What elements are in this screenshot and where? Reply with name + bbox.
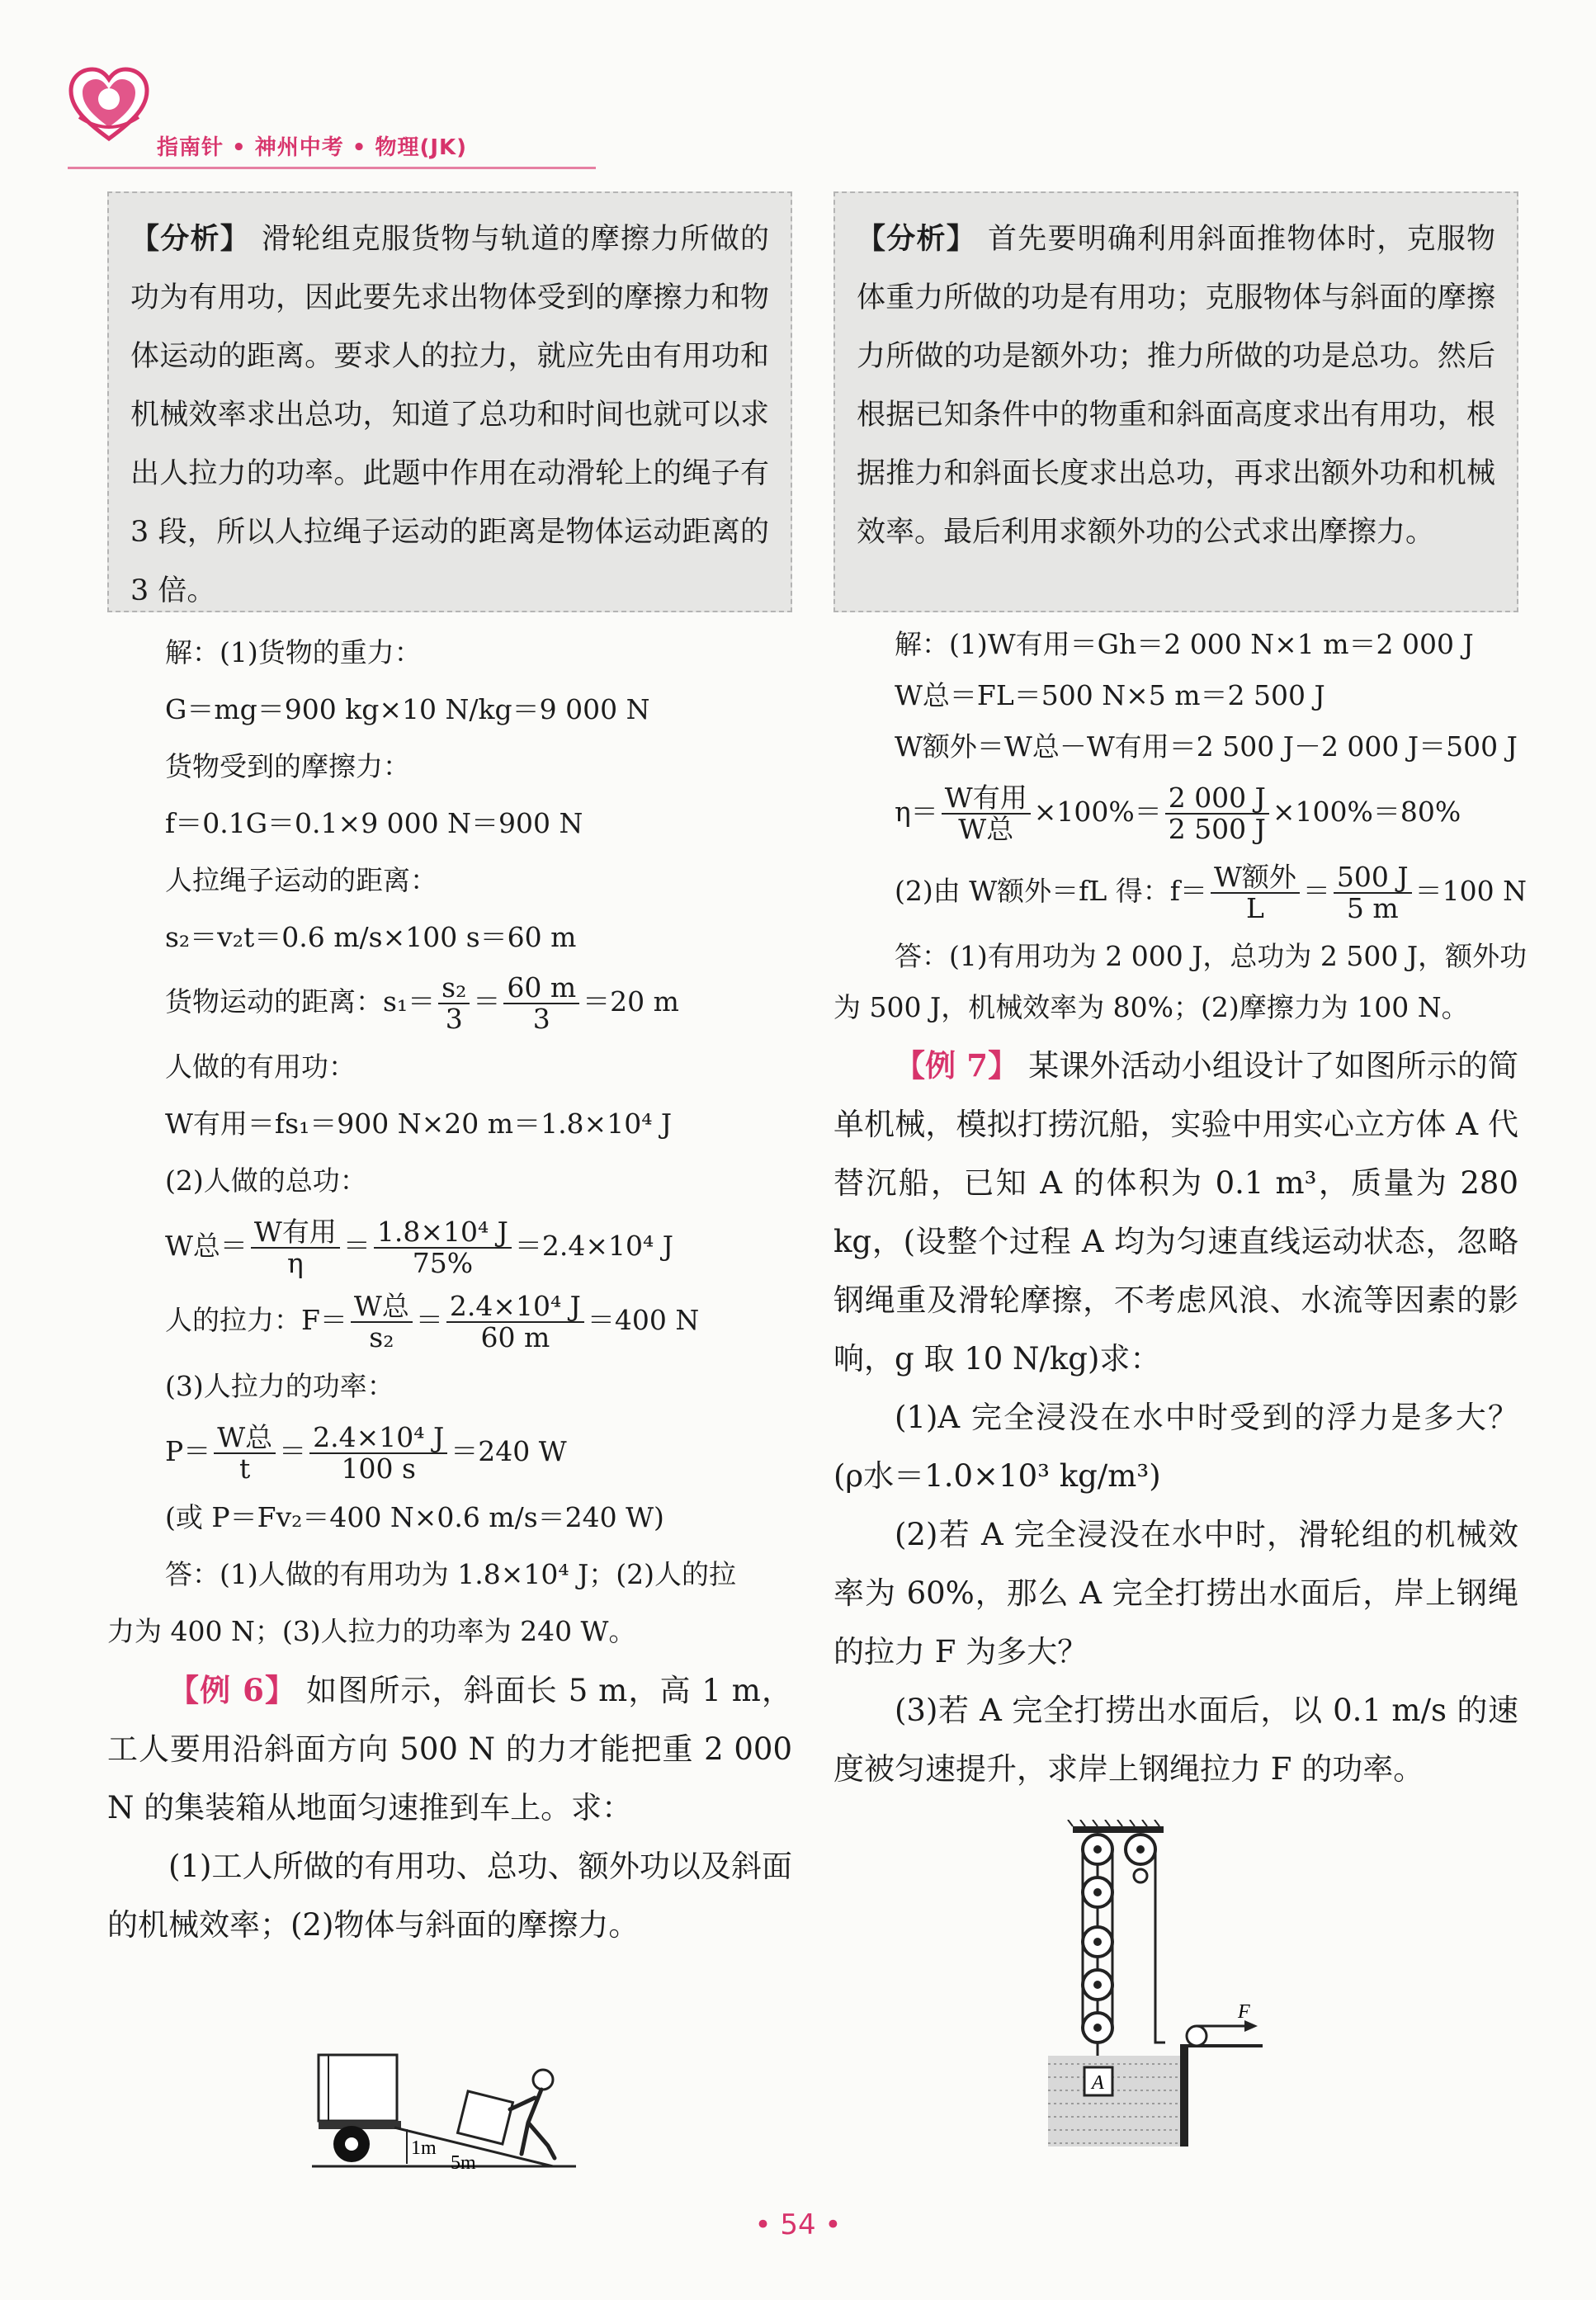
pulley-figure bbox=[1048, 1820, 1304, 2150]
formula-text: ＝20 m bbox=[583, 985, 679, 1018]
numerator: 60 m bbox=[503, 973, 579, 1004]
denominator: 3 bbox=[445, 1003, 463, 1035]
worker-head bbox=[533, 2070, 553, 2090]
header-brand: 指南针 • 神州中考 • 物理(JK) bbox=[157, 135, 468, 160]
fraction bbox=[1165, 783, 1269, 843]
movable-pulley-1-axle bbox=[1093, 1938, 1102, 1946]
fraction bbox=[309, 1423, 447, 1483]
right-column bbox=[833, 191, 1528, 1798]
analysis-text: 滑轮组克服货物与轨道的摩擦力所做的功为有用功，因此要先求出物体受到的摩擦力和物体运动的距离。要求人的拉力，就应先由有用功和机械效率求出总功，知道了总功和时间也就可以求出人拉力的功率。此题中作用在动滑轮上的绳子有 3 段，所以人拉绳子运动的距离是物体运动距离的 3 倍。 bbox=[130, 223, 769, 607]
formula-text: ＝100 N bbox=[1414, 875, 1527, 907]
fraction bbox=[251, 1217, 340, 1278]
solution-line: G＝mg＝900 kg×10 N/kg＝9 000 N bbox=[165, 693, 650, 725]
numerator: W有用 bbox=[251, 1217, 340, 1249]
solution-line: s₂＝v₂t＝0.6 m/s×100 s＝60 m bbox=[165, 921, 577, 953]
solution-line: 人做的有用功： bbox=[165, 1051, 356, 1083]
solution-line: W总＝FL＝500 N×5 m＝2 500 J bbox=[895, 679, 1325, 711]
solution-line bbox=[107, 1414, 792, 1489]
denominator: s₂ bbox=[369, 1321, 394, 1353]
left-solution bbox=[107, 624, 792, 1660]
example-7 bbox=[833, 1037, 1518, 1388]
formula-text: ＝ bbox=[279, 1435, 307, 1467]
numerator: s₂ bbox=[438, 973, 470, 1004]
height-label: 1m bbox=[411, 2137, 437, 2159]
denominator: 3 bbox=[532, 1003, 550, 1035]
fraction bbox=[374, 1217, 512, 1278]
formula-text: ＝ bbox=[342, 1230, 371, 1262]
fraction bbox=[1211, 862, 1300, 923]
solution-line: 解：(1)W有用＝Gh＝2 000 N×1 m＝2 000 J bbox=[895, 628, 1474, 660]
denominator: η bbox=[286, 1247, 304, 1279]
answer-line: 力为 400 N；(3)人拉力的功率为 240 W。 bbox=[107, 1615, 636, 1647]
answer-line: 答：(1)人做的有用功为 1.8×10⁴ J；(2)人的拉 bbox=[165, 1558, 737, 1590]
heart-logo-icon bbox=[68, 66, 150, 142]
shore-wall bbox=[1180, 2046, 1188, 2147]
example-6-text: 如图所示，斜面长 5 m，高 1 m，工人要用沿斜面方向 500 N 的力才能把重 2 000 N 的集装箱从地面匀速推到车上。求： bbox=[107, 1673, 792, 1825]
example-7-label: 【例 7】 bbox=[895, 1047, 1019, 1084]
left-column bbox=[107, 191, 792, 1954]
numerator: W总 bbox=[351, 1292, 413, 1323]
formula-text: ×100%＝80% bbox=[1272, 796, 1461, 828]
analysis-tag: 【分析】 bbox=[857, 222, 976, 256]
analysis-text: 首先要明确利用斜面推物体时，克服物体重力所做的功是有用功；克服物体与斜面的摩擦力所做的功是额外功；推力所做的功是总功。然后根据已知条件中的物重和斜面高度求出有用功，根据推力和斜面长度求出总功，再求出额外功和机械效率。最后利用求额外功的公式求出摩擦力。 bbox=[857, 223, 1495, 549]
solution-line: W有用＝fs₁＝900 N×20 m＝1.8×10⁴ J bbox=[165, 1107, 673, 1140]
header-divider bbox=[68, 167, 596, 169]
denominator: 2 500 J bbox=[1168, 813, 1266, 845]
formula-text: η＝ bbox=[895, 796, 938, 828]
numerator: W有用 bbox=[942, 783, 1031, 815]
formula-text: ×100%＝ bbox=[1033, 796, 1162, 828]
numerator: 500 J bbox=[1334, 862, 1412, 894]
solution-line: 解：(1)货物的重力： bbox=[165, 636, 422, 668]
fraction bbox=[351, 1292, 413, 1352]
water-area bbox=[1048, 2056, 1180, 2147]
fraction bbox=[214, 1423, 276, 1483]
example-7-q1: (1)A 完全浸没在水中时受到的浮力是多大？(ρ水＝1.0×10³ kg/m³) bbox=[833, 1400, 1518, 1494]
solution-line: (2)人做的总功： bbox=[165, 1164, 367, 1197]
numerator: W额外 bbox=[1211, 862, 1300, 894]
formula-text: 货物运动的距离：s₁＝ bbox=[165, 985, 436, 1018]
right-solution bbox=[833, 619, 1528, 1033]
formula-text: W总＝ bbox=[165, 1230, 248, 1262]
fraction bbox=[446, 1292, 584, 1352]
worker-body bbox=[510, 2090, 555, 2158]
numerator: 2.4×10⁴ J bbox=[309, 1423, 447, 1454]
formula-text: ＝240 W bbox=[451, 1435, 567, 1467]
solution-line: 货物受到的摩擦力： bbox=[165, 750, 410, 782]
fixed-pulley-2-axle bbox=[1136, 1845, 1145, 1854]
truck-hub bbox=[345, 2137, 358, 2151]
solution-line: W额外＝W总－W有用＝2 500 J－2 000 J＝500 J bbox=[895, 730, 1518, 763]
numerator: 2.4×10⁴ J bbox=[446, 1292, 584, 1323]
numerator: 2 000 J bbox=[1165, 783, 1269, 815]
formula-text: (2)由 W额外＝fL 得：f＝ bbox=[895, 875, 1207, 907]
solution-line bbox=[107, 1283, 792, 1358]
solution-line bbox=[107, 966, 792, 1038]
incline-figure bbox=[312, 2047, 584, 2187]
right-analysis-box bbox=[833, 191, 1518, 612]
block-a-label: A bbox=[1092, 2072, 1104, 2094]
example-7-q2: (2)若 A 完全浸没在水中时，滑轮组的机械效率为 60%，那么 A 完全打捞出水面后，岸上钢绳的拉力 F 为多大？ bbox=[833, 1517, 1518, 1670]
formula-text: ＝ bbox=[473, 985, 501, 1018]
fixed-pulley-hook bbox=[1134, 1869, 1147, 1882]
solution-line: (或 P＝Fv₂＝400 N×0.6 m/s＝240 W) bbox=[165, 1501, 664, 1533]
solution-line bbox=[107, 1209, 792, 1283]
force-label: F bbox=[1238, 2001, 1250, 2023]
movable-pulley-3-axle bbox=[1093, 2024, 1102, 2032]
denominator: t bbox=[239, 1452, 251, 1485]
solution-line bbox=[833, 772, 1518, 852]
solution-line: 人拉绳子运动的距离： bbox=[165, 864, 437, 896]
denominator: W总 bbox=[958, 813, 1014, 845]
ceiling-hatch bbox=[1068, 1820, 1159, 1826]
answer-line: 为 500 J，机械效率为 80%；(2)摩擦力为 100 N。 bbox=[833, 991, 1469, 1023]
denominator: 60 m bbox=[480, 1321, 550, 1353]
formula-text: ＝2.4×10⁴ J bbox=[514, 1230, 673, 1262]
truck-box bbox=[319, 2055, 397, 2121]
fraction bbox=[438, 973, 470, 1033]
numerator: W总 bbox=[214, 1423, 276, 1454]
solution-line bbox=[833, 852, 1527, 931]
denominator: 5 m bbox=[1346, 892, 1399, 924]
example-6-label: 【例 6】 bbox=[168, 1672, 297, 1708]
page-number: • 54 • bbox=[754, 2208, 842, 2241]
answer-line: 答：(1)有用功为 2 000 J，总功为 2 500 J，额外功 bbox=[895, 940, 1528, 972]
denominator: 100 s bbox=[341, 1452, 416, 1485]
container-box bbox=[458, 2091, 513, 2144]
formula-text: ＝ bbox=[415, 1304, 443, 1336]
formula-text: P＝ bbox=[165, 1435, 211, 1467]
solution-line: (3)人拉力的功率： bbox=[165, 1370, 394, 1402]
left-analysis-box bbox=[107, 191, 792, 612]
formula-text: ＝400 N bbox=[587, 1304, 700, 1336]
fraction bbox=[1334, 862, 1412, 923]
analysis-tag: 【分析】 bbox=[130, 222, 250, 256]
solution-line: f＝0.1G＝0.1×9 000 N＝900 N bbox=[165, 807, 583, 839]
denominator: 75% bbox=[412, 1247, 474, 1279]
example-7-text: 某课外活动小组设计了如图所示的简单机械，模拟打捞沉船，实验中用实心立方体 A 代替沉船，已知 A 的体积为 0.1 m³，质量为 280 kg，(设整个过程 A 均为匀速直线运动状态，忽略钢绳重及滑轮摩擦，不考虑风浪、水流等因素的影响，g 取 10 N/kg)求： bbox=[833, 1048, 1518, 1377]
example-6 bbox=[107, 1661, 792, 1837]
formula-text: 人的拉力：F＝ bbox=[165, 1304, 347, 1336]
ceiling-beam bbox=[1073, 1826, 1164, 1833]
denominator: L bbox=[1245, 892, 1264, 924]
length-label: 5m bbox=[451, 2152, 476, 2174]
formula-text: ＝ bbox=[1302, 875, 1330, 907]
numerator: 1.8×10⁴ J bbox=[374, 1217, 512, 1249]
fraction bbox=[942, 783, 1031, 843]
page-header bbox=[68, 66, 596, 160]
fraction bbox=[503, 973, 579, 1033]
fixed-pulley-1-axle bbox=[1093, 1845, 1102, 1854]
example-6-question: (1)工人所做的有用功、总功、额外功以及斜面的机械效率；(2)物体与斜面的摩擦力。 bbox=[107, 1849, 792, 1943]
movable-pulley-2-axle bbox=[1093, 1981, 1102, 1989]
shore-pulley bbox=[1187, 2026, 1206, 2046]
fixed-pulley-3-axle bbox=[1093, 1888, 1102, 1896]
example-7-q3: (3)若 A 完全打捞出水面后，以 0.1 m/s 的速度被匀速提升，求岸上钢绳拉力 F 的功率。 bbox=[833, 1693, 1518, 1787]
